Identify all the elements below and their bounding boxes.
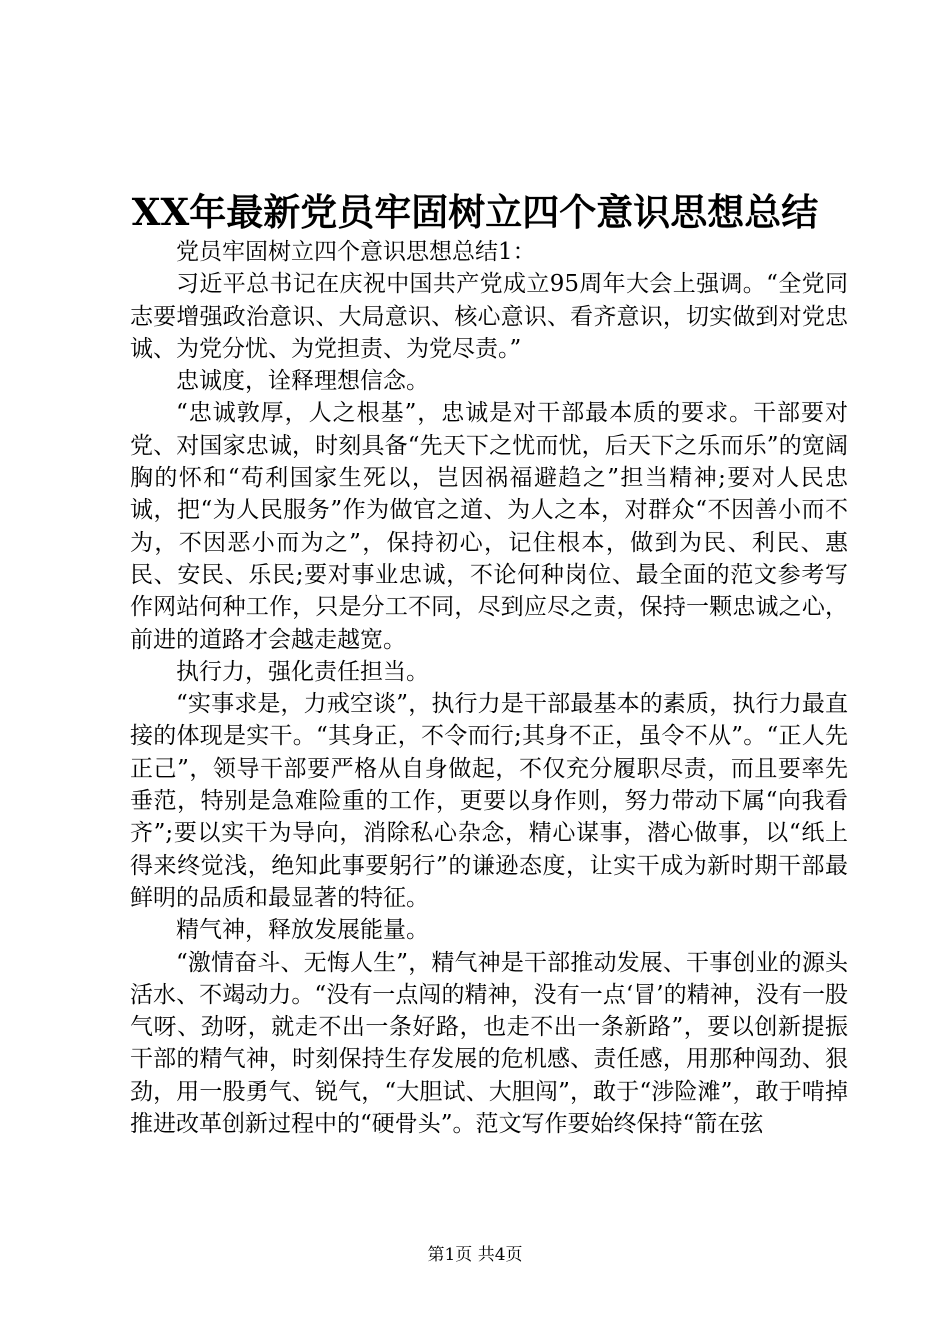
- paragraph-quote: 习近平总书记在庆祝中国共产党成立95周年大会上强调。“全党同志要增强政治意识、大局意识、核心意识、看齐意识，切实做到对党忠诚、为党分忧、为党担责、为党尽责。”: [130, 271, 848, 362]
- page-footer: 第1页 共4页: [427, 1245, 523, 1265]
- paragraph-loyalty-body: “忠诚敦厚，人之根基”，忠诚是对干部最本质的要求。干部要对党、对国家忠诚，时刻具备“先天下之忧而忧，后天下之乐而乐”的宽阔胸的怀和“苟利国家生死以，岂因祸福避趋之”担当精神;要对人民忠诚，把“为人民服务”作为做官之道、为人之本，对群众“不因善小而不为，不因恶小而为之”，保持初心，记住根本，做到为民、利民、惠民、安民、乐民;要对事业忠诚，不论何种岗位、最全面的范文参考写作网站何种工作，只是分工不同，尽到应尽之责，保持一颗忠诚之心，前进的道路才会越走越宽。: [130, 400, 848, 653]
- document-body: [130, 236, 848, 1140]
- paragraph-execution-heading: 执行力，强化责任担当。: [176, 658, 429, 685]
- paragraph-intro-heading: 党员牢固树立四个意识思想总结1：: [176, 239, 536, 265]
- paragraph-execution-body: “实事求是，力戒空谈”，执行力是干部最基本的素质，执行力最直接的体现是实干。“其身正，不令而行;其身不正，虽令不从”。“正人先正己”，领导干部要严格从自身做起，不仅充分履职尽责，而且要率先垂范，特别是急难险重的工作，更要以身作则，努力带动下属“向我看齐”;要以实干为导向，消除私心杂念，精心谋事，潜心做事，以“纸上得来终觉浅，绝知此事要躬行”的谦逊态度，让实干成为新时期干部最鲜明的品质和最显著的特征。: [130, 691, 848, 911]
- paragraph-loyalty-heading: 忠诚度，诠释理想信念。: [176, 368, 429, 395]
- document-title: XX年最新党员牢固树立四个意识思想总结: [131, 190, 819, 234]
- paragraph-spirit-body: “激情奋斗、无悔人生”，精气神是干部推动发展、干事创业的源头活水、不竭动力。“没有一点闯的精神，没有一点‘冒’的精神，没有一股气呀、劲呀，就走不出一条好路，也走不出一条新路”，要以创新提振干部的精气神，时刻保持生存发展的危机感、责任感，用那种闯劲、狠劲，用一股勇气、锐气，“大胆试、大胆闯”，敢于“涉险滩”，敢于啃掉推进改革创新过程中的“硬骨头”。范文写作要始终保持“箭在弦: [130, 949, 848, 1138]
- paragraph-spirit-heading: 精气神，释放发展能量。: [176, 917, 429, 944]
